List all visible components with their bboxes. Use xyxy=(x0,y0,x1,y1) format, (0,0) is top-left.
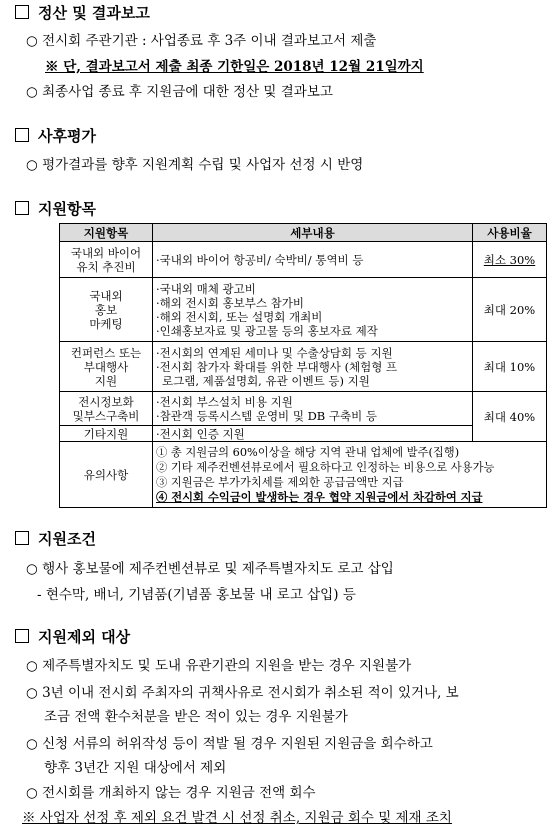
table-row xyxy=(60,242,547,278)
row-category: 국내외 바이어 유치 추진비 xyxy=(60,242,153,278)
row-category: 국내외 홍보 마케팅 xyxy=(60,278,153,342)
note-item: ③ 지원금은 부가가치세를 제외한 공급금액만 지급 xyxy=(156,475,404,489)
conditions-item-1: ○ 행사 홍보물에 제주컨벤션뷰로 및 제주특별자치도 로고 삽입 xyxy=(26,561,394,577)
row-ratio: 최소 30% xyxy=(473,242,547,278)
table-row xyxy=(60,392,547,426)
section-title: 사후평가 xyxy=(38,127,96,145)
notes-cell xyxy=(153,442,547,508)
table-row xyxy=(60,342,547,392)
row-details: ·전시회 인증 지원 xyxy=(153,426,473,442)
note-item: ① 총 지원금의 60%이상을 해당 지역 관내 업체에 발주(집행) xyxy=(156,445,460,459)
row-ratio: 최대 40% xyxy=(473,392,547,442)
evaluation-item-1: ○ 평가결과를 향후 지원계획 수립 및 사업자 선정 시 반영 xyxy=(26,157,364,173)
row-category: 컨퍼런스 또는 부대행사 지원 xyxy=(60,342,153,392)
exclusions-item-1: ○ 제주특별자치도 및 도내 유관기관의 지원을 받는 경우 지원불가 xyxy=(26,658,412,674)
row-details: ·전시회의 연계된 세미나 및 수출상담회 등 지원 ·전시회 참가자 확대를 위한 부대행사 (체험형 프 로그램, 제품설명회, 유관 이벤트 등) 지원 xyxy=(153,342,473,392)
checkbox-square-icon xyxy=(15,629,29,643)
conditions-sub-item: - 현수막, 배너, 기념품(기념품 홍보물 내 로고 삽입) 등 xyxy=(37,587,356,603)
section-title: 지원항목 xyxy=(38,200,96,218)
table-header-row xyxy=(60,224,547,242)
support-items-table xyxy=(59,223,547,508)
row-ratio: 최대 20% xyxy=(473,278,547,342)
checkbox-square-icon xyxy=(15,531,29,545)
row-details: ·국내외 매체 광고비 ·해외 전시회 홍보부스 참가비 ·해외 전시회, 또는 설명회 개최비 ·인쇄홍보자료 및 광고물 등의 홍보자료 제작 xyxy=(153,278,473,342)
row-category: 전시정보화 및부스구축비 xyxy=(60,392,153,426)
exclusions-item-2: ○ 3년 이내 전시회 주최자의 귀책사유로 전시회가 취소된 적이 있거나, 보 xyxy=(26,685,459,701)
header-category: 지원항목 xyxy=(60,224,153,242)
row-ratio: 최대 10% xyxy=(473,342,547,392)
exclusions-item-3: ○ 신청 서류의 허위작성 등이 적발 될 경우 지원된 지원금을 회수하고 xyxy=(26,736,433,752)
settlement-item-2: ○ 최종사업 종료 후 지원금에 대한 정산 및 결과보고 xyxy=(26,84,333,100)
row-details: ·국내외 바이어 항공비/ 숙박비/ 통역비 등 xyxy=(153,242,473,278)
table-notes-row xyxy=(60,442,547,508)
section-title: 정산 및 결과보고 xyxy=(38,4,150,22)
notes-label: 유의사항 xyxy=(60,442,153,508)
section-title: 지원제외 대상 xyxy=(38,628,131,646)
checkbox-square-icon xyxy=(15,128,29,142)
header-details: 세부내용 xyxy=(153,224,473,242)
note-item: ④ 전시회 수익금이 발생하는 경우 협약 지원금에서 차감하여 지급 xyxy=(156,489,483,504)
section-exclusions-heading xyxy=(15,626,130,647)
section-settlement-heading xyxy=(15,2,150,23)
row-category: 기타지원 xyxy=(60,426,153,442)
section-conditions-heading xyxy=(15,528,96,549)
row-details: ·전시회 부스설치 비용 지원 ·참관객 등록시스템 운영비 및 DB 구축비 등 xyxy=(153,392,473,426)
exclusions-item-3-cont: 향후 3년간 지원 대상에서 제외 xyxy=(44,760,227,776)
section-title: 지원조건 xyxy=(38,530,96,548)
settlement-deadline-note: ※ 단, 결과보고서 제출 최종 기한일은 2018년 12월 21일까지 xyxy=(45,59,424,75)
note-item: ② 기타 제주컨벤션뷰로에서 필요하다고 인정하는 비용으로 사용가능 xyxy=(156,460,495,474)
checkbox-square-icon xyxy=(15,5,29,19)
checkbox-square-icon xyxy=(15,201,29,215)
exclusions-item-2-cont: 조금 전액 환수처분을 받은 적이 있는 경우 지원불가 xyxy=(44,709,348,725)
section-evaluation-heading xyxy=(15,125,96,146)
settlement-item-1: ○ 전시회 주관기관 : 사업종료 후 3주 이내 결과보고서 제출 xyxy=(26,33,377,49)
exclusions-note: ※ 사업자 선정 후 제외 요건 발견 시 선정 취소, 지원금 회수 및 제재 조치 xyxy=(22,810,452,826)
header-ratio: 사용비율 xyxy=(473,224,547,242)
table-row xyxy=(60,278,547,342)
section-support-items-heading xyxy=(15,198,96,219)
exclusions-item-4: ○ 전시회를 개최하지 않는 경우 지원금 전액 회수 xyxy=(26,785,316,801)
